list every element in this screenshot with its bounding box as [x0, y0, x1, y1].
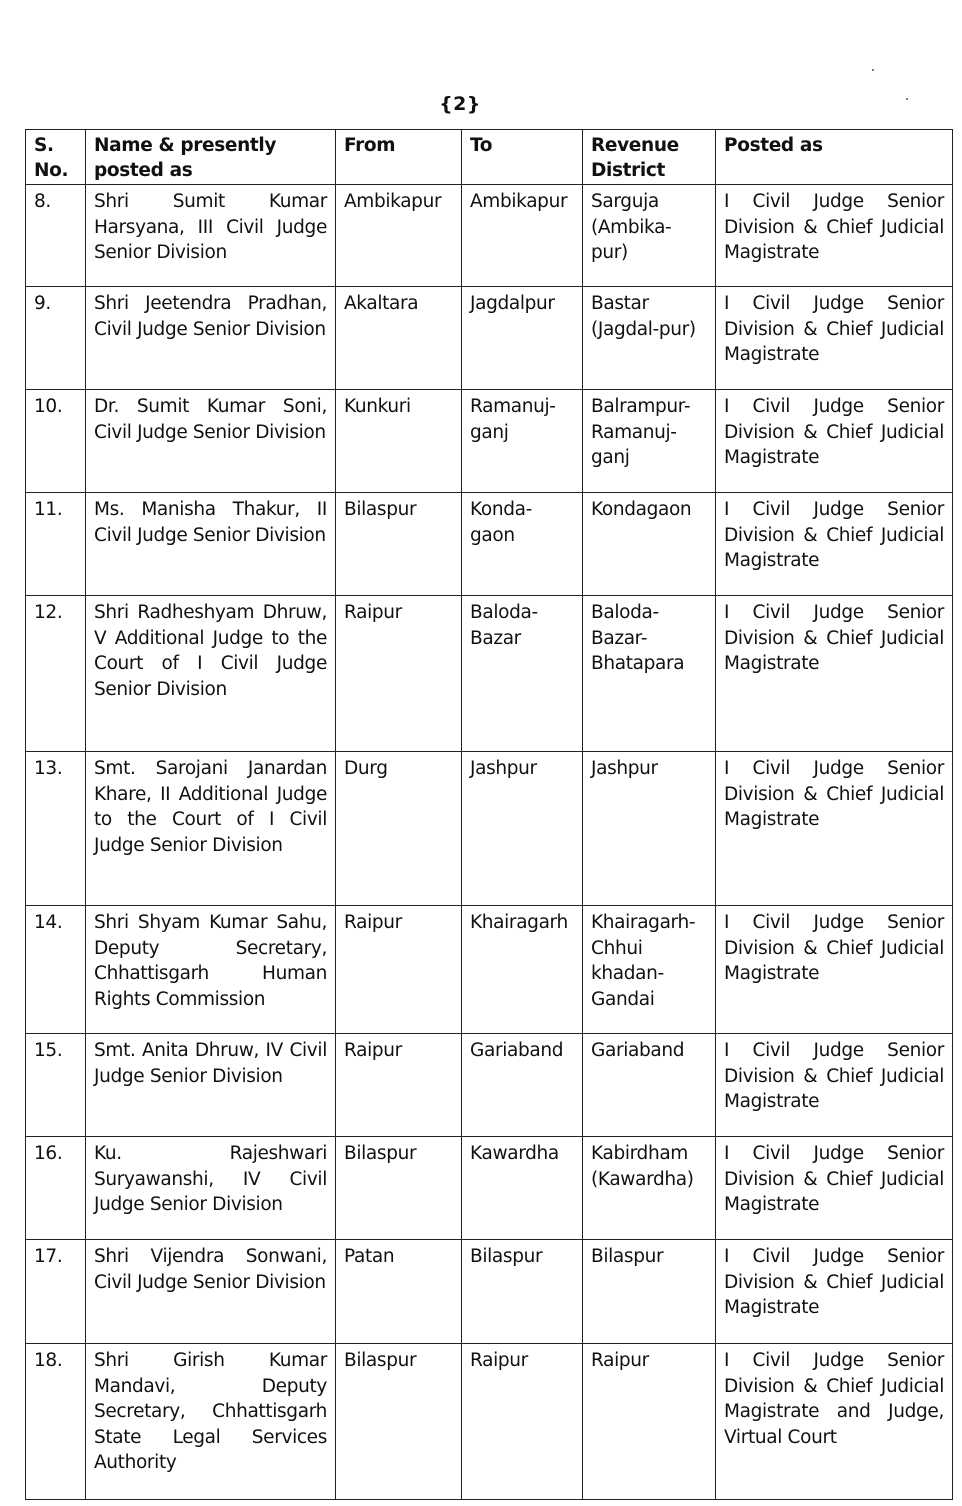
cell-to: Ramanuj-ganj: [462, 390, 583, 493]
table-row: [26, 1344, 953, 1500]
cell-district: Jashpur: [583, 752, 716, 906]
cell-district: Gariaband: [583, 1034, 716, 1137]
table-row: [26, 1240, 953, 1344]
header-name: Name & presently posted as: [86, 130, 336, 185]
header-district: Revenue District: [583, 130, 716, 185]
cell-from: Bilaspur: [336, 1137, 462, 1240]
cell-posted-as: I Civil Judge Senior Division & Chief Judicial Magistrate: [716, 1240, 953, 1344]
cell-to: Raipur: [462, 1344, 583, 1500]
cell-name: Ku. Rajeshwari Suryawanshi, IV Civil Judge Senior Division: [86, 1137, 336, 1240]
cell-name: Shri Jeetendra Pradhan, Civil Judge Senior Division: [86, 287, 336, 390]
page-number: {2}: [439, 93, 481, 115]
cell-from: Raipur: [336, 1034, 462, 1137]
header-from: From: [336, 130, 462, 185]
posting-table: [25, 129, 953, 1500]
cell-from: Durg: [336, 752, 462, 906]
cell-district: Bastar (Jagdal-pur): [583, 287, 716, 390]
cell-posted-as: I Civil Judge Senior Division & Chief Judicial Magistrate: [716, 390, 953, 493]
cell-posted-as: I Civil Judge Senior Division & Chief Judicial Magistrate and Judge, Virtual Court: [716, 1344, 953, 1500]
cell-to: Bilaspur: [462, 1240, 583, 1344]
cell-posted-as: I Civil Judge Senior Division & Chief Judicial Magistrate: [716, 596, 953, 752]
cell-district: Sarguja (Ambika-pur): [583, 185, 716, 287]
cell-name: Ms. Manisha Thakur, II Civil Judge Senior Division: [86, 493, 336, 596]
table-row: [26, 906, 953, 1034]
cell-sno: 9.: [26, 287, 86, 390]
cell-name: Dr. Sumit Kumar Soni, Civil Judge Senior Division: [86, 390, 336, 493]
cell-name: Shri Sumit Kumar Harsyana, III Civil Judge Senior Division: [86, 185, 336, 287]
cell-to: Baloda-Bazar: [462, 596, 583, 752]
cell-sno: 12.: [26, 596, 86, 752]
cell-from: Bilaspur: [336, 493, 462, 596]
cell-name: Shri Girish Kumar Mandavi, Deputy Secretary, Chhattisgarh State Legal Services Authority: [86, 1344, 336, 1500]
scan-speck: [906, 98, 908, 100]
cell-posted-as: I Civil Judge Senior Division & Chief Judicial Magistrate: [716, 1137, 953, 1240]
cell-sno: 13.: [26, 752, 86, 906]
cell-from: Raipur: [336, 906, 462, 1034]
cell-sno: 18.: [26, 1344, 86, 1500]
table-row: [26, 1034, 953, 1137]
cell-sno: 15.: [26, 1034, 86, 1137]
cell-sno: 16.: [26, 1137, 86, 1240]
header-posted-as: Posted as: [716, 130, 953, 185]
cell-posted-as: I Civil Judge Senior Division & Chief Judicial Magistrate: [716, 1034, 953, 1137]
cell-district: Baloda-Bazar-Bhatapara: [583, 596, 716, 752]
table-row: [26, 185, 953, 287]
table-row: [26, 596, 953, 752]
cell-district: Balrampur-Ramanuj-ganj: [583, 390, 716, 493]
cell-posted-as: I Civil Judge Senior Division & Chief Judicial Magistrate: [716, 287, 953, 390]
cell-posted-as: I Civil Judge Senior Division & Chief Judicial Magistrate: [716, 493, 953, 596]
cell-name: Shri Vijendra Sonwani, Civil Judge Senior Division: [86, 1240, 336, 1344]
cell-to: Gariaband: [462, 1034, 583, 1137]
cell-sno: 14.: [26, 906, 86, 1034]
table-row: [26, 287, 953, 390]
cell-district: Kondagaon: [583, 493, 716, 596]
table-row: [26, 493, 953, 596]
table-header-row: [26, 130, 953, 185]
cell-from: Patan: [336, 1240, 462, 1344]
cell-posted-as: I Civil Judge Senior Division & Chief Judicial Magistrate: [716, 906, 953, 1034]
cell-name: Shri Radheshyam Dhruw, V Additional Judge to the Court of I Civil Judge Senior Division: [86, 596, 336, 752]
cell-from: Bilaspur: [336, 1344, 462, 1500]
cell-to: Ambikapur: [462, 185, 583, 287]
cell-sno: 10.: [26, 390, 86, 493]
table-row: [26, 390, 953, 493]
cell-posted-as: I Civil Judge Senior Division & Chief Judicial Magistrate: [716, 752, 953, 906]
cell-from: Raipur: [336, 596, 462, 752]
cell-from: Ambikapur: [336, 185, 462, 287]
cell-from: Kunkuri: [336, 390, 462, 493]
cell-sno: 11.: [26, 493, 86, 596]
cell-name: Smt. Sarojani Janardan Khare, II Additional Judge to the Court of I Civil Judge Senior Division: [86, 752, 336, 906]
cell-sno: 17.: [26, 1240, 86, 1344]
cell-sno: 8.: [26, 185, 86, 287]
cell-district: Kabirdham (Kawardha): [583, 1137, 716, 1240]
table-row: [26, 752, 953, 906]
cell-district: Khairagarh-Chhui khadan-Gandai: [583, 906, 716, 1034]
header-sno: S. No.: [26, 130, 86, 185]
table-row: [26, 1137, 953, 1240]
cell-posted-as: I Civil Judge Senior Division & Chief Judicial Magistrate: [716, 185, 953, 287]
cell-to: Kawardha: [462, 1137, 583, 1240]
cell-name: Smt. Anita Dhruw, IV Civil Judge Senior Division: [86, 1034, 336, 1137]
cell-district: Raipur: [583, 1344, 716, 1500]
cell-name: Shri Shyam Kumar Sahu, Deputy Secretary, Chhattisgarh Human Rights Commission: [86, 906, 336, 1034]
cell-to: Jashpur: [462, 752, 583, 906]
scan-speck: [872, 69, 874, 71]
header-to: To: [462, 130, 583, 185]
cell-district: Bilaspur: [583, 1240, 716, 1344]
cell-from: Akaltara: [336, 287, 462, 390]
cell-to: Konda-gaon: [462, 493, 583, 596]
cell-to: Jagdalpur: [462, 287, 583, 390]
cell-to: Khairagarh: [462, 906, 583, 1034]
